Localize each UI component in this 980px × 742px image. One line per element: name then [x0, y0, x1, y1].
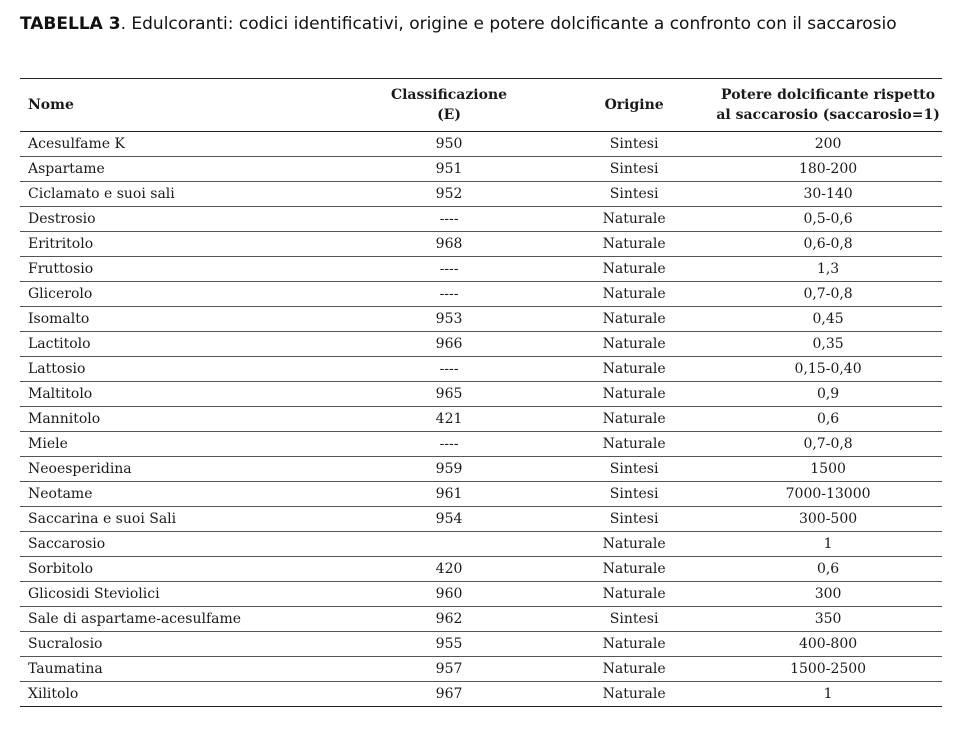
cell-name: Sale di aspartame-acesulfame — [20, 607, 344, 632]
cell-name: Xilitolo — [20, 682, 344, 707]
cell-sweetening-power: 0,5-0,6 — [714, 207, 942, 232]
table-row — [20, 207, 942, 232]
cell-name: Neoesperidina — [20, 457, 344, 482]
cell-origin: Sintesi — [554, 157, 714, 182]
cell-classification: 968 — [344, 232, 554, 257]
cell-classification: 960 — [344, 582, 554, 607]
table-row — [20, 232, 942, 257]
cell-sweetening-power: 0,35 — [714, 332, 942, 357]
cell-origin: Naturale — [554, 407, 714, 432]
cell-classification: 951 — [344, 157, 554, 182]
table-row — [20, 182, 942, 207]
cell-origin: Naturale — [554, 632, 714, 657]
cell-origin: Naturale — [554, 382, 714, 407]
header-power-line2: al saccarosio (saccarosio=1) — [716, 107, 940, 123]
cell-sweetening-power: 0,7-0,8 — [714, 432, 942, 457]
header-power-line1: Potere dolcificante rispetto — [721, 87, 936, 103]
cell-name: Saccarina e suoi Sali — [20, 507, 344, 532]
cell-name: Lactitolo — [20, 332, 344, 357]
cell-origin: Sintesi — [554, 607, 714, 632]
header-classification — [344, 79, 554, 132]
cell-sweetening-power: 1500 — [714, 457, 942, 482]
cell-sweetening-power: 300-500 — [714, 507, 942, 532]
cell-classification: ---- — [344, 282, 554, 307]
caption-label: TABELLA 3 — [20, 14, 121, 34]
table-row — [20, 632, 942, 657]
table-body — [20, 132, 942, 707]
cell-classification: 962 — [344, 607, 554, 632]
cell-name: Sucralosio — [20, 632, 344, 657]
cell-classification: ---- — [344, 257, 554, 282]
cell-origin: Sintesi — [554, 507, 714, 532]
cell-sweetening-power: 300 — [714, 582, 942, 607]
cell-name: Sorbitolo — [20, 557, 344, 582]
table-row — [20, 257, 942, 282]
cell-name: Mannitolo — [20, 407, 344, 432]
cell-sweetening-power: 0,6-0,8 — [714, 232, 942, 257]
cell-origin: Naturale — [554, 657, 714, 682]
cell-classification — [344, 532, 554, 557]
header-origin: Origine — [554, 79, 714, 132]
cell-sweetening-power: 200 — [714, 132, 942, 157]
cell-origin: Sintesi — [554, 457, 714, 482]
cell-classification: 959 — [344, 457, 554, 482]
cell-origin: Naturale — [554, 357, 714, 382]
table-row — [20, 557, 942, 582]
cell-sweetening-power: 0,6 — [714, 557, 942, 582]
cell-sweetening-power: 400-800 — [714, 632, 942, 657]
cell-origin: Naturale — [554, 232, 714, 257]
cell-origin: Naturale — [554, 582, 714, 607]
cell-origin: Naturale — [554, 432, 714, 457]
cell-sweetening-power: 1,3 — [714, 257, 942, 282]
table-row — [20, 357, 942, 382]
header-row — [20, 79, 942, 132]
cell-classification: ---- — [344, 357, 554, 382]
table-row — [20, 332, 942, 357]
cell-name: Lattosio — [20, 357, 344, 382]
cell-origin: Naturale — [554, 332, 714, 357]
cell-classification: 957 — [344, 657, 554, 682]
cell-origin: Naturale — [554, 557, 714, 582]
cell-classification: 961 — [344, 482, 554, 507]
table-row — [20, 307, 942, 332]
cell-name: Ciclamato e suoi sali — [20, 182, 344, 207]
cell-sweetening-power: 0,6 — [714, 407, 942, 432]
cell-origin: Naturale — [554, 532, 714, 557]
cell-sweetening-power: 350 — [714, 607, 942, 632]
cell-classification: 420 — [344, 557, 554, 582]
cell-name: Acesulfame K — [20, 132, 344, 157]
cell-name: Maltitolo — [20, 382, 344, 407]
cell-sweetening-power: 0,7-0,8 — [714, 282, 942, 307]
cell-sweetening-power: 0,15-0,40 — [714, 357, 942, 382]
header-name: Nome — [20, 79, 344, 132]
table-row — [20, 657, 942, 682]
cell-name: Glicerolo — [20, 282, 344, 307]
table-header — [20, 79, 942, 132]
table-row — [20, 457, 942, 482]
table-row — [20, 157, 942, 182]
header-sweetening-power — [714, 79, 942, 132]
cell-sweetening-power: 1 — [714, 532, 942, 557]
cell-name: Isomalto — [20, 307, 344, 332]
table-row — [20, 407, 942, 432]
table-row — [20, 132, 942, 157]
table-row — [20, 432, 942, 457]
cell-classification: 955 — [344, 632, 554, 657]
header-classification-line2: (E) — [437, 107, 461, 123]
cell-name: Neotame — [20, 482, 344, 507]
table-caption — [20, 14, 897, 34]
cell-sweetening-power: 30-140 — [714, 182, 942, 207]
cell-sweetening-power: 7000-13000 — [714, 482, 942, 507]
table-row — [20, 607, 942, 632]
table-row — [20, 282, 942, 307]
table-row — [20, 532, 942, 557]
cell-classification: 954 — [344, 507, 554, 532]
cell-name: Glicosidi Steviolici — [20, 582, 344, 607]
cell-origin: Sintesi — [554, 482, 714, 507]
cell-sweetening-power: 1500-2500 — [714, 657, 942, 682]
cell-name: Taumatina — [20, 657, 344, 682]
cell-origin: Naturale — [554, 682, 714, 707]
cell-classification: 953 — [344, 307, 554, 332]
cell-name: Aspartame — [20, 157, 344, 182]
cell-sweetening-power: 1 — [714, 682, 942, 707]
cell-name: Destrosio — [20, 207, 344, 232]
table-row — [20, 382, 942, 407]
cell-sweetening-power: 0,9 — [714, 382, 942, 407]
caption-text: . Edulcoranti: codici identificativi, origine e potere dolcificante a confronto con il saccarosio — [120, 14, 897, 34]
cell-classification: 421 — [344, 407, 554, 432]
table-row — [20, 482, 942, 507]
cell-origin: Sintesi — [554, 182, 714, 207]
cell-name: Eritritolo — [20, 232, 344, 257]
cell-classification: ---- — [344, 207, 554, 232]
cell-sweetening-power: 0,45 — [714, 307, 942, 332]
cell-origin: Naturale — [554, 307, 714, 332]
header-classification-line1: Classificazione — [390, 87, 508, 103]
sweeteners-table — [20, 78, 942, 707]
cell-classification: 965 — [344, 382, 554, 407]
cell-name: Miele — [20, 432, 344, 457]
cell-classification: 966 — [344, 332, 554, 357]
cell-classification: ---- — [344, 432, 554, 457]
cell-origin: Naturale — [554, 257, 714, 282]
table-row — [20, 682, 942, 707]
cell-sweetening-power: 180-200 — [714, 157, 942, 182]
table-row — [20, 582, 942, 607]
cell-classification: 950 — [344, 132, 554, 157]
table-row — [20, 507, 942, 532]
cell-origin: Naturale — [554, 282, 714, 307]
cell-classification: 967 — [344, 682, 554, 707]
cell-origin: Naturale — [554, 207, 714, 232]
cell-origin: Sintesi — [554, 132, 714, 157]
cell-name: Fruttosio — [20, 257, 344, 282]
cell-name: Saccarosio — [20, 532, 344, 557]
cell-classification: 952 — [344, 182, 554, 207]
